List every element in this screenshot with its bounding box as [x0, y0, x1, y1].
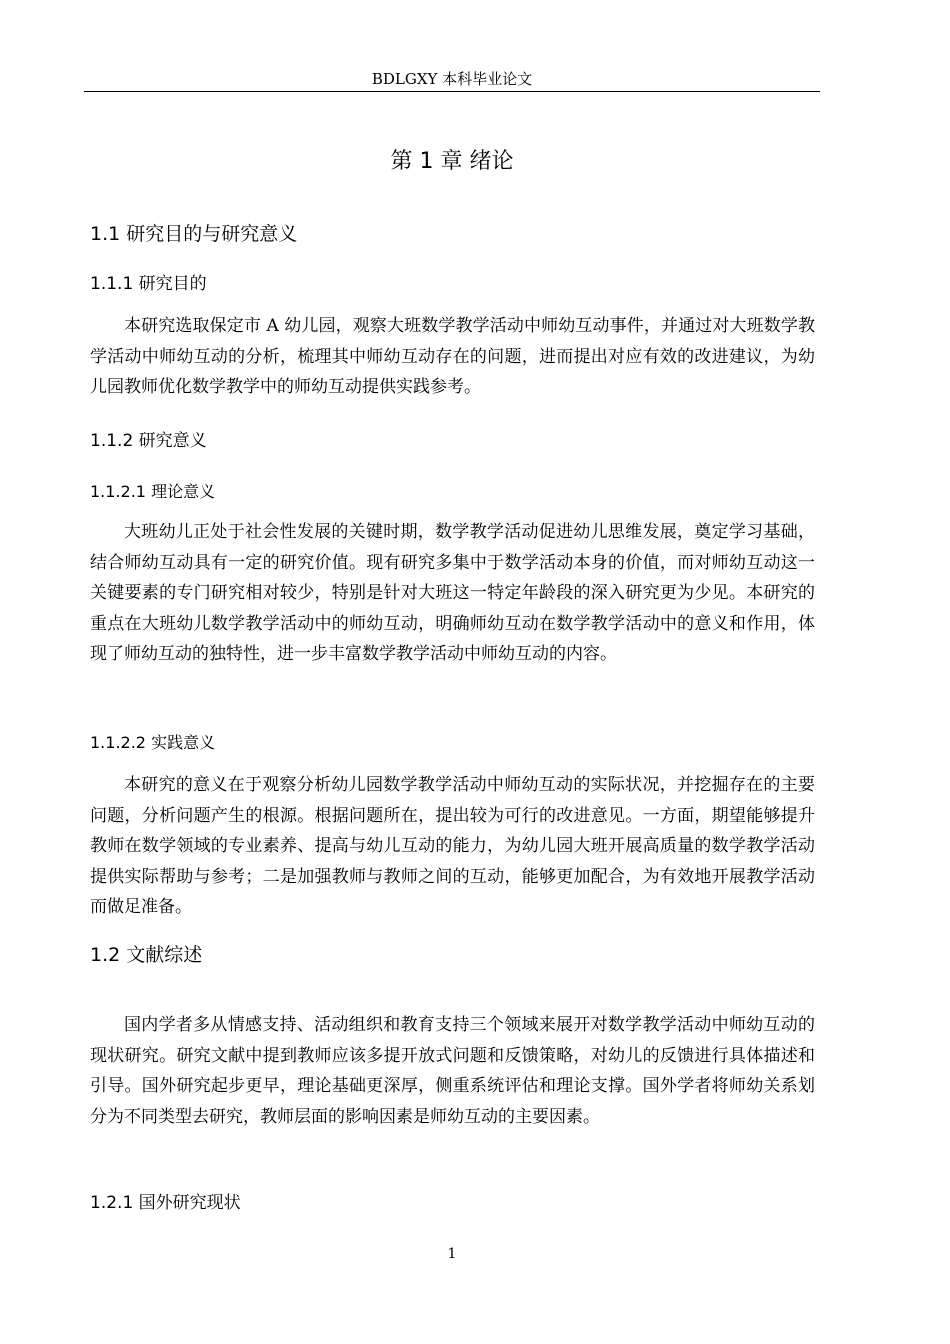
- chapter-title: 第 1 章 绪论: [390, 149, 514, 174]
- running-header: BDLGXY 本科毕业论文: [371, 70, 533, 88]
- page-number: 1: [447, 1246, 457, 1262]
- header-rule: [84, 91, 820, 92]
- section-heading-1-1-1: 1.1.1 研究目的: [90, 274, 207, 294]
- paragraph-research-purpose: 本研究选取保定市 A 幼儿园，观察大班数学教学活动中师幼互动事件，并通过对大班数学教学活动中师幼互动的分析，梳理其中师幼互动存在的问题，进而提出对应有效的改进建议，为幼儿园教师优化数学教学中的师幼互动提供实践参考。: [90, 316, 815, 398]
- section-heading-1-1: 1.1 研究目的与研究意义: [90, 223, 298, 245]
- section-heading-1-2-1: 1.2.1 国外研究现状: [90, 1193, 241, 1213]
- paragraph-practical-significance: 本研究的意义在于观察分析幼儿园数学教学活动中师幼互动的实际状况，并挖掘存在的主要问题，分析问题产生的根源。根据问题所在，提出较为可行的改进意见。一方面，期望能够提升教师在数学领域的专业素养、提高与幼儿互动的能力，为幼儿园大班开展高质量的数学教学活动提供实际帮助与参考；二是加强教师与教师之间的互动，能够更加配合，为有效地开展教学活动而做足准备。: [90, 775, 815, 918]
- section-heading-1-1-2-1: 1.1.2.1 理论意义: [90, 482, 216, 501]
- paragraph-literature-review: 国内学者多从情感支持、活动组织和教育支持三个领域来展开对数学教学活动中师幼互动的现状研究。研究文献中提到教师应该多提开放式问题和反馈策略，对幼儿的反馈进行具体描述和引导。国外研究起步更早，理论基础更深厚，侧重系统评估和理论支撑。国外学者将师幼关系划分为不同类型去研究，教师层面的影响因素是师幼互动的主要因素。: [90, 1015, 815, 1127]
- section-heading-1-1-2-2: 1.1.2.2 实践意义: [90, 733, 216, 752]
- section-heading-1-2: 1.2 文献综述: [90, 944, 203, 966]
- paragraph-theoretical-significance: 大班幼儿正处于社会性发展的关键时期，数学教学活动促进幼儿思维发展，奠定学习基础，结合师幼互动具有一定的研究价值。现有研究多集中于数学活动本身的价值，而对师幼互动这一关键要素的专门研究相对较少，特别是针对大班这一特定年龄段的深入研究更为少见。本研究的重点在大班幼儿数学教学活动中的师幼互动，明确师幼互动在数学教学活动中的意义和作用，体现了师幼互动的独特性，进一步丰富数学教学活动中师幼互动的内容。: [90, 522, 815, 665]
- section-heading-1-1-2: 1.1.2 研究意义: [90, 431, 207, 451]
